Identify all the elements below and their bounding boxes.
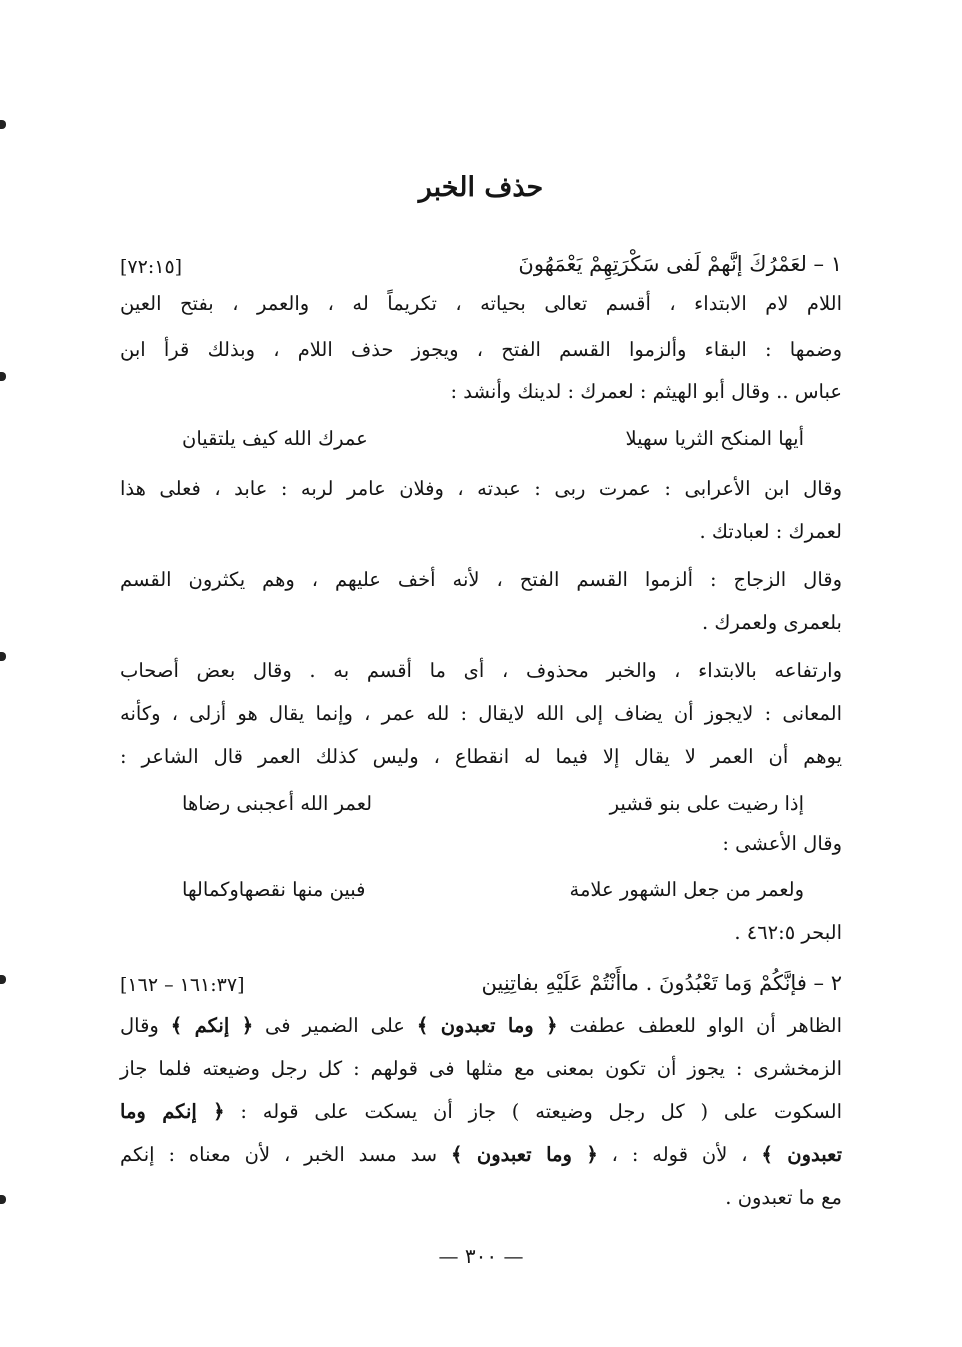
entry1-line-3: عباس .. وقال أبو الهيثم : لعمرك : لدينك وأنشد : <box>450 380 842 403</box>
para3-line-1: وقال الزجاج : ألزموا القسم الفتح ، لأنه أخف عليهم ، وهم يكثرون القسم <box>120 568 842 591</box>
asha-intro: وقال الأعشى : <box>722 832 842 855</box>
quranic-quote: ﴿ وما تعبدون ﴾ <box>416 1014 558 1037</box>
quranic-quote: ﴿ إنكم ﴾ <box>170 1014 254 1037</box>
text-run: سد مسد الخبر ، لأن معناه : إنكم <box>120 1143 438 1166</box>
verse2-left-hemistich: لعمر الله أعجبنى رضاها <box>182 792 373 815</box>
verse2-right-hemistich: إذا رضيت على بنو قشير <box>609 792 804 815</box>
para4-line-1: وارتفاعه بالابتداء ، والخبر محذوف ، أى ما أقسم به . وقال بعض أصحاب <box>120 659 842 682</box>
source-citation: البحر ٤٦٢:٥ . <box>734 921 842 944</box>
entry2-line-1 <box>120 1011 842 1041</box>
quranic-quote: تعبدون ﴾ <box>761 1143 843 1166</box>
verse1-left-hemistich: عمرك الله كيف يلتقيان <box>182 427 368 450</box>
entry1-line-1: اللام لام الابتداء ، أقسم تعالى بحياته ، تكريماً له ، والعمر ، بفتح العين <box>120 292 842 315</box>
page-number: — ٣٠٠ — <box>438 1244 524 1268</box>
entry2-line-2: الزمخشرى : يجوز أن تكون بمعنى مع مثلها فى قولهم : كل رجل وضيعته فلما جاز <box>120 1057 842 1080</box>
quranic-quote: ﴿ إنكم وما <box>120 1100 225 1123</box>
text-run: ، لأن قوله : ، <box>611 1143 748 1166</box>
entry1-reference: [٧٢:١٥] <box>120 256 183 278</box>
para4-line-2: المعانى : لايجوز أن يضاف إلى الله لايقال : لله عمر ، وإنما يقال هو أزلى ، وكأنه <box>120 702 842 725</box>
verse3-left-hemistich: فبين منها نقصهاوكمالها <box>182 878 366 901</box>
entry2-line-3 <box>120 1097 842 1127</box>
text-run: وقال <box>120 1014 159 1037</box>
text-run: السكوت على ( كل رجل وضيعته ) جاز أن يسكت على قوله : <box>240 1100 843 1123</box>
text-run: على الضمير فى <box>265 1014 405 1037</box>
entry2-line-5: مع ما تعبدون . <box>725 1186 842 1209</box>
text-run: الظاهر أن الواو للعطف عطفت <box>569 1014 842 1037</box>
page-title: حذف الخبر <box>418 172 544 203</box>
entry2-reference: [١٦١:٣٧ – ١٦٢] <box>120 974 245 996</box>
entry2-heading: ٢ – فإنَّكُمْ وَما تَعْبُدُونَ . ماأَنْتُمْ عَلَيْهِ بفاتِنِين <box>481 971 842 995</box>
para3-line-2: بلعمرى ولعمرك . <box>701 611 842 634</box>
quranic-quote: ﴿ وما تعبدون ﴾ <box>451 1143 598 1166</box>
entry1-line-2: وضمها : البقاء وألزموا القسم الفتح ، ويجوز حذف اللام ، وبذلك قرأ ابن <box>120 338 842 361</box>
para4-line-3: يوهم أن العمر لا يقال إلا فيما له انقطاع ، وليس كذلك العمر قال الشاعر : <box>120 745 842 768</box>
entry1-heading: ١ – لعَمْرُكَ إنَّهمْ لَفى سَكْرَتِهِمْ يَعْمَهُونَ <box>518 252 842 276</box>
para2-line-1: وقال ابن الأعرابى : عمرت ربى : عبدته ، وفلان عامر لربه : عابد ، فعلى هذا <box>120 477 842 500</box>
verse3-right-hemistich: ولعمر من جعل الشهور علامة <box>569 878 804 901</box>
para2-line-2: لعمرك : لعبادتك . <box>699 520 842 543</box>
entry2-line-4 <box>120 1140 842 1170</box>
verse1-right-hemistich: أيها المنكح الثريا سهيلا <box>625 427 804 450</box>
